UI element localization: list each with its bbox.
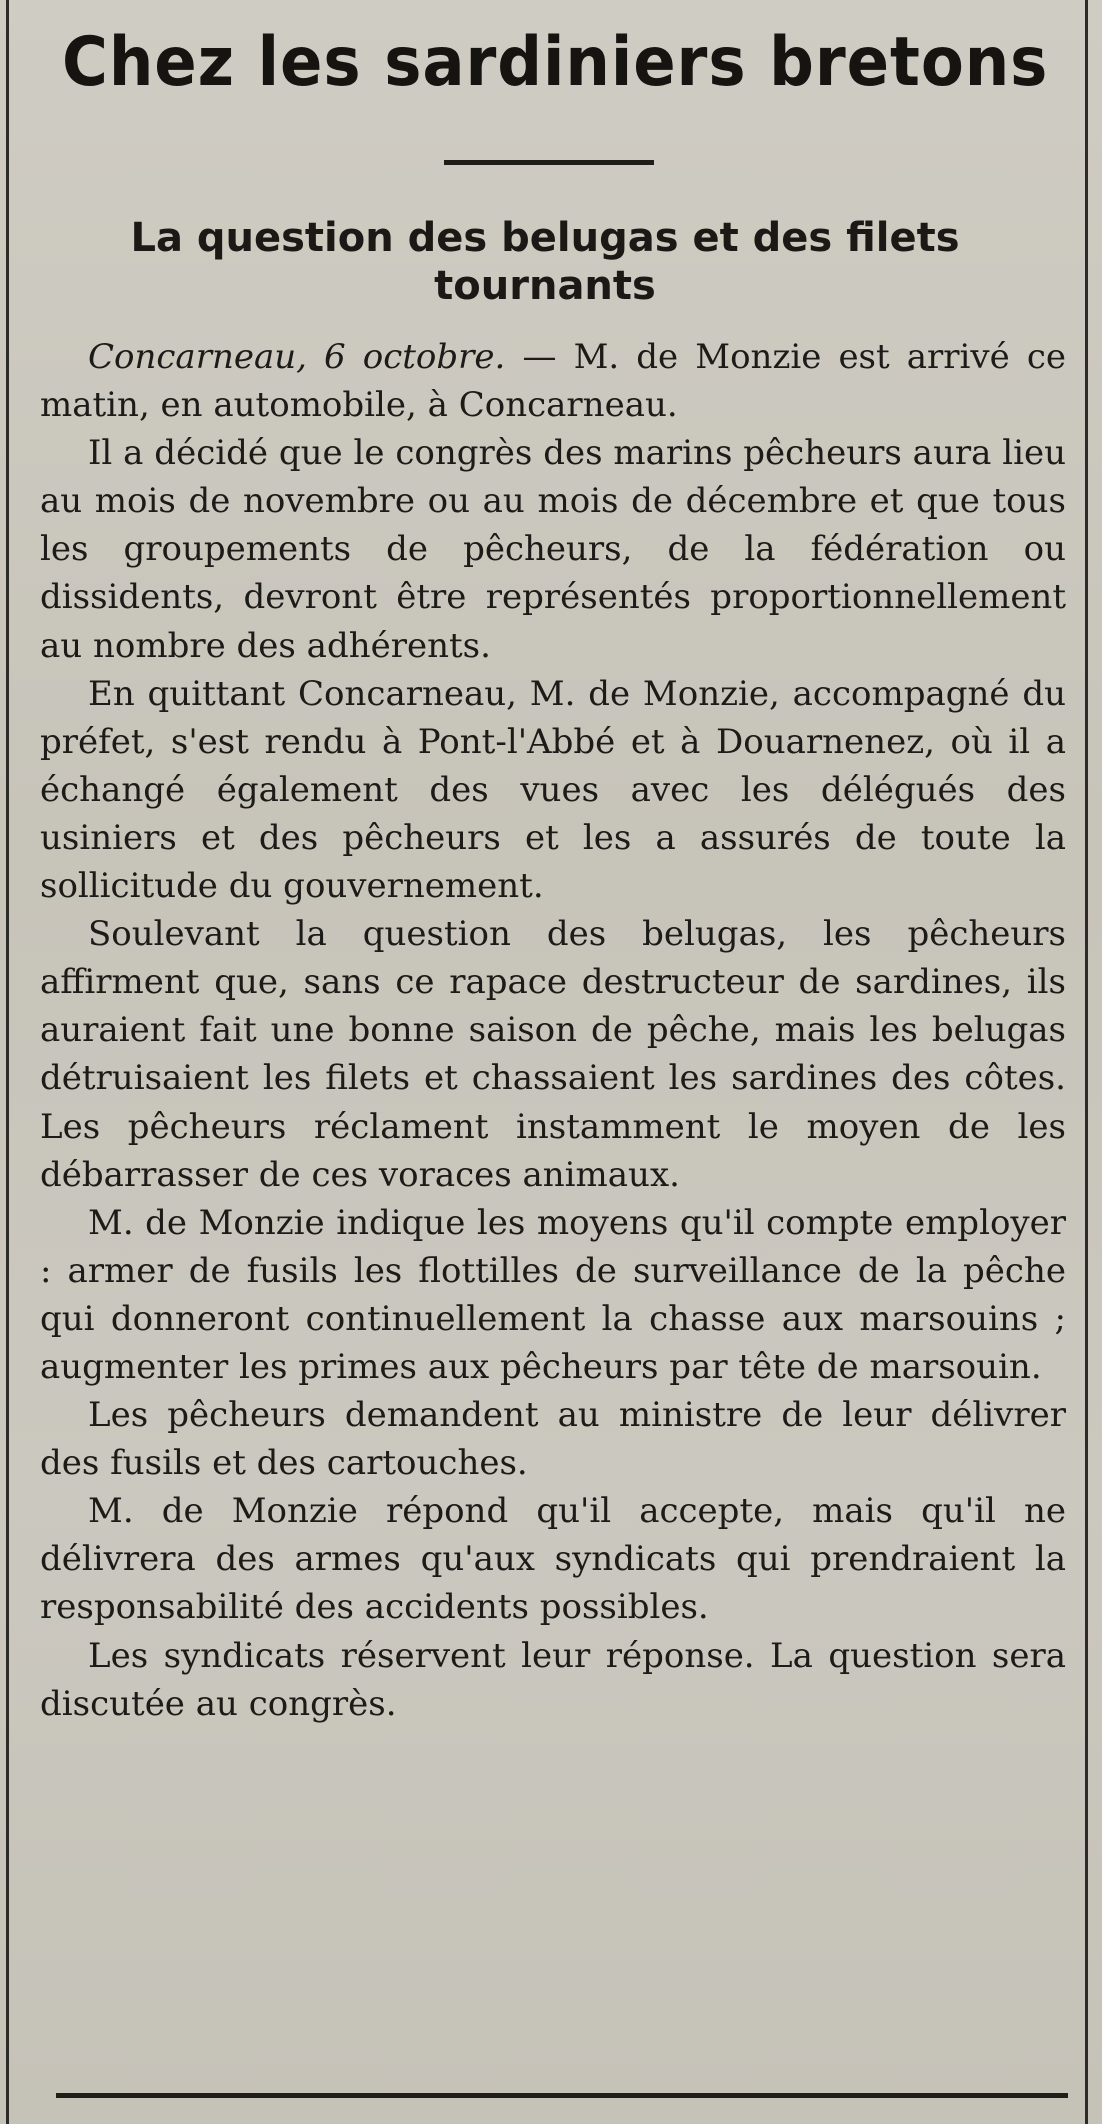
- paragraph-1-text: — M. de Monzie est arrivé ce matin, en automobile, à Concarneau.: [40, 337, 1067, 426]
- paragraph-3: En quittant Concarneau, M. de Monzie, accompagné du préfet, s'est rendu à Pont-l'Abbé et à Douarnenez, où il a échangé également des vues avec les délégués des usiniers et des pêcheurs et les a assurés de toute la sollicitude du gouvernement.: [40, 673, 1066, 907]
- paragraph-6: Les pêcheurs demandent au ministre de leur délivrer des fusils et des cartouches.: [40, 1395, 1066, 1484]
- paragraph-4: Soulevant la question des belugas, les pêcheurs affirment que, sans ce rapace destructeur de sardines, ils auraient fait une bonne saison de pêche, mais les belugas détruisaient les filets et chassaient les sardines des côtes. Les pêcheurs réclament instamment le moyen de les débarrasser de ces voraces animaux.: [40, 914, 1066, 1195]
- left-column-rule: [6, 0, 9, 2124]
- headline: Chez les sardiniers bretons: [62, 23, 1049, 102]
- paragraph-7: M. de Monzie répond qu'il accepte, mais qu'il ne délivrera des armes qu'aux syndicats qui prendraient la responsabilité des accidents possibles.: [40, 1491, 1066, 1628]
- subheadline: La question des belugas et des filets tournants: [130, 215, 960, 309]
- paragraph-5: M. de Monzie indique les moyens qu'il compte employer : armer de fusils les flottilles de surveillance de la pêche qui donneront continuellement la chasse aux marsouins ; augmenter les primes aux pêcheurs par tête de marsouin.: [40, 1202, 1066, 1387]
- bottom-divider: [56, 2093, 1068, 2098]
- article-body: [40, 333, 1066, 1728]
- headline-divider: [444, 160, 654, 165]
- right-column-rule: [1085, 0, 1088, 2124]
- paragraph-2: Il a décidé que le congrès des marins pêcheurs aura lieu au mois de novembre ou au mois de décembre et que tous les groupements de pêcheurs, de la fédération ou dissidents, devront être représentés proportionnellement au nombre des adhérents.: [40, 433, 1066, 666]
- dateline: Concarneau, 6 octobre.: [88, 337, 506, 377]
- paragraph-1: [40, 333, 1066, 429]
- paragraph-8: Les syndicats réservent leur réponse. La question sera discutée au congrès.: [40, 1635, 1066, 1724]
